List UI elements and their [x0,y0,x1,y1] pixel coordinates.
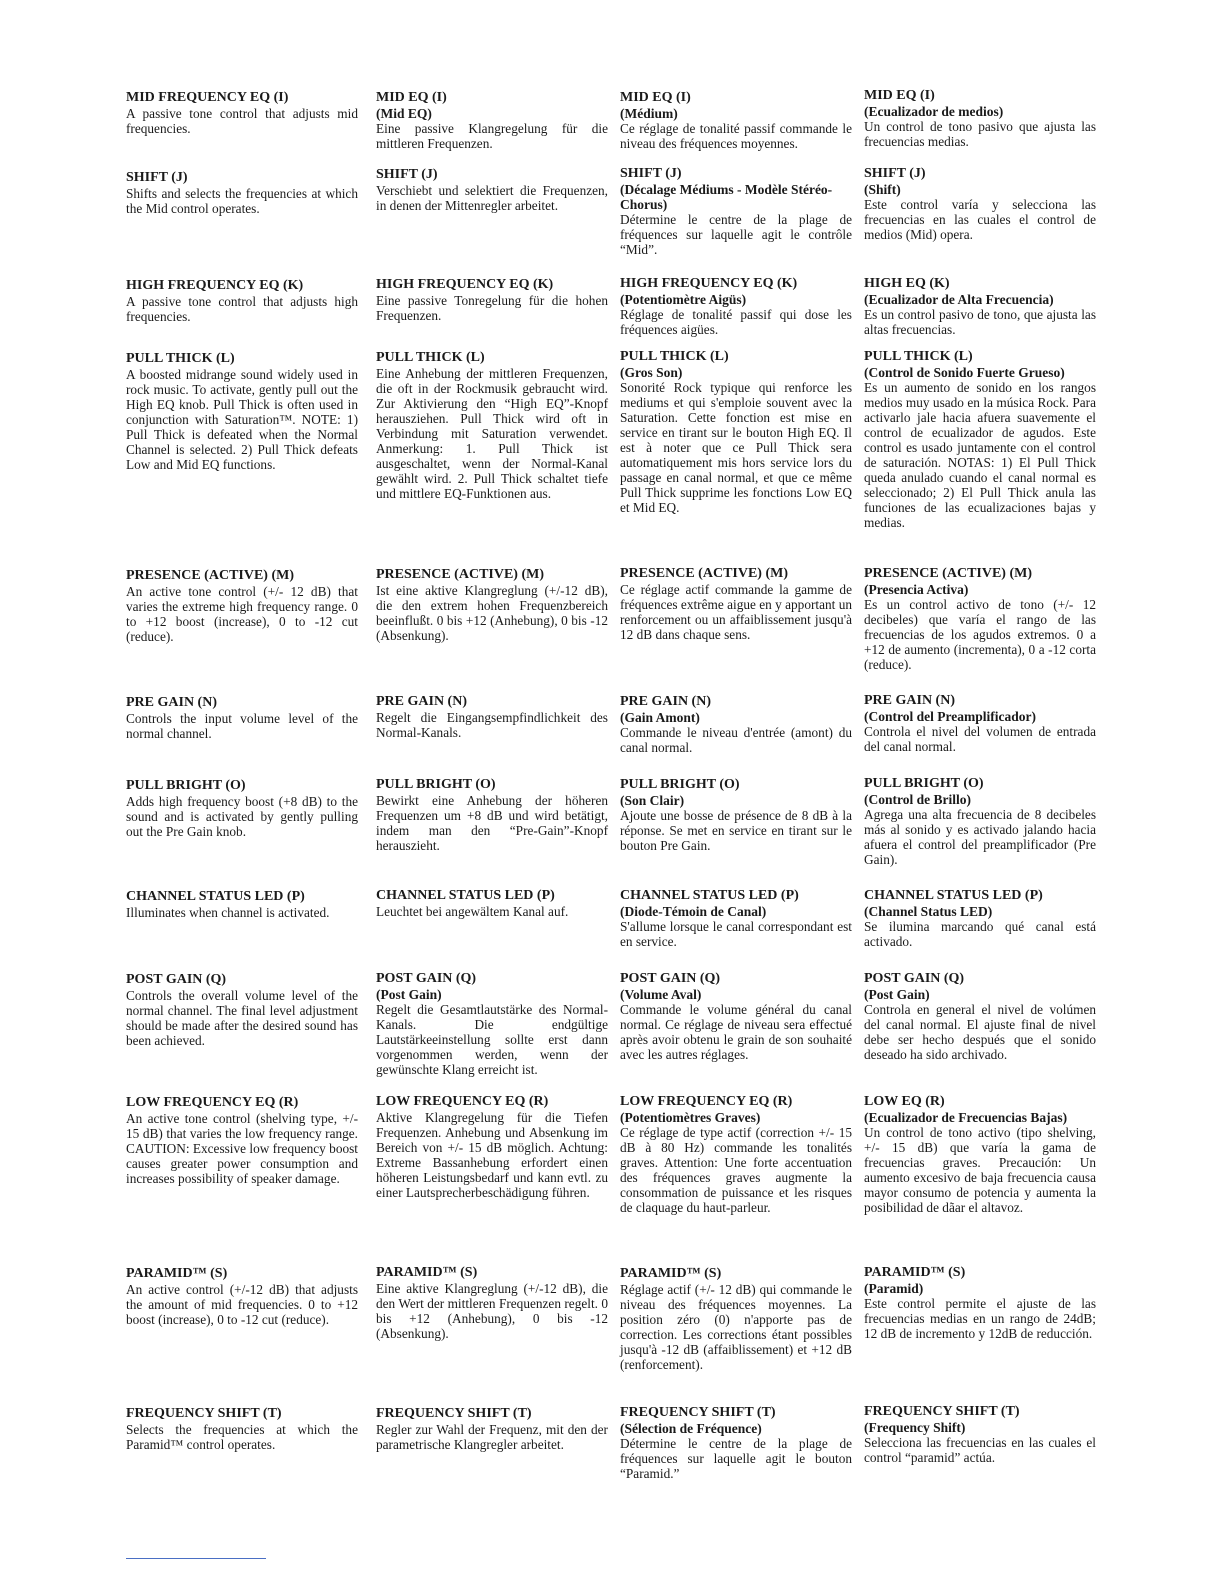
entry-heading: PARAMID™ (S) [126,1266,228,1281]
entry-body: Eine passive Klangregelung für die mittleren Frequenzen. [376,120,608,151]
entry-body: Eine Anhebung der mittleren Frequenzen, die oft in der Rockmusik gebraucht wird. Zur Aktivierung den “High EQ”-Knopf herausziehen. Pull Thick wird oft in Verbindung mit Saturation verwendet. Anmerkung: 1. Pull Thick ist ausgeschaltet, wenn der Normal-Kanal gewählt wird. 2. Pull Thick schaltet tiefe und mittlere EQ-Funktionen aus. [376,365,608,501]
entry-heading: FREQUENCY SHIFT (T) [376,1406,532,1421]
entry-heading: FREQUENCY SHIFT (T) [126,1406,282,1421]
entry-heading: PULL BRIGHT (O) [126,778,246,793]
entry-low-frequency-eq [126,1095,358,1186]
entry-pull-bright [126,778,358,839]
entry-pre-gain [864,693,1096,754]
entry-body: Se ilumina marcando qué canal está activado. [864,918,1096,949]
entry-heading: PRESENCE (ACTIVE) (M) [864,566,1032,581]
entry-body: Regler zur Wahl der Frequenz, mit den der parametrische Klangregler arbeitet. [376,1421,608,1452]
entry-subheading: (Presencia Activa) [864,581,969,597]
entry-subheading: (Channel Status LED) [864,903,993,919]
entry-post-gain [864,971,1096,1062]
entry-body: Regelt die Eingangsempfindlichkeit des Normal-Kanals. [376,709,608,740]
entry-heading: HIGH EQ (K) [864,276,950,291]
entry-body: Eine aktive Klangreglung (+/-12 dB), die den Wert der mittleren Frequenzen regelt. 0 bis +12 (Anhebung), 0 bis -12 (Absenkung). [376,1280,608,1341]
entry-pull-bright [376,777,608,853]
entry-heading: PARAMID™ (S) [864,1265,966,1280]
entry-heading: HIGH FREQUENCY EQ (K) [620,276,798,291]
entry-heading: CHANNEL STATUS LED (P) [620,888,799,903]
entry-body: Shifts and selects the frequencies at which the Mid control operates. [126,185,358,216]
entry-post-gain [620,971,852,1062]
entry-body: An active tone control (shelving type, +/- 15 dB) that varies the low frequency range. CAUTION: Excessive low frequency boost causes greater power consumption and increases possibility of speaker damage. [126,1110,358,1186]
entry-pre-gain [126,695,358,741]
entry-body: Commande le volume général du canal normal. Ce réglage de niveau sera effectué après avoir obtenu le grain de son souhaité avec les autres réglages. [620,1001,852,1062]
entry-frequency-shift [620,1405,852,1481]
entry-pull-thick [126,351,358,472]
entry-body: Agrega una alta frecuencia de 8 decibeles más al sonido y es activado jalando hacia afuera el control del preamplificador (Pre Gain). [864,806,1096,867]
entry-mid-eq [864,88,1096,149]
entry-body: Controla el nivel del volumen de entrada del canal normal. [864,723,1096,754]
entry-subheading: (Ecualizador de Frecuencias Bajas) [864,1109,1068,1125]
entry-channel-status-led [376,888,608,919]
entry-body: Selects the frequencies at which the Paramid™ control operates. [126,1421,358,1452]
entry-pull-thick [620,349,852,515]
entry-body: Ce réglage actif commande la gamme de fréquences extrême aigue en y apportant un renforcement ou un affaiblissement jusqu'à 12 dB dans chaque sens. [620,581,852,642]
entry-heading: PRESENCE (ACTIVE) (M) [620,566,788,581]
entry-body: Aktive Klangregelung für die Tiefen Frequenzen. Anhebung und Absenkung im Bereich von +/- 15 dB möglich. Achtung: Extreme Bassanhebung erfordert einen höheren Leistungsbedarf und kann evtl. zu einer Lautsprecherbeschädigung führen. [376,1109,608,1200]
entry-subheading: (Shift) [864,181,901,197]
entry-body: Réglage de tonalité passif qui dose les fréquences aigües. [620,306,852,337]
entry-subheading: (Gain Amont) [620,709,700,725]
entry-body: Selecciona las frecuencias en las cuales el control “paramid” actúa. [864,1434,1096,1465]
entry-paramid [126,1266,358,1327]
entry-subheading: (Son Clair) [620,792,685,808]
entry-heading: FREQUENCY SHIFT (T) [864,1404,1020,1419]
entry-body: Détermine le centre de la plage de fréquences sur laquelle agit le bouton “Paramid.” [620,1435,852,1481]
entry-body: An active control (+/-12 dB) that adjusts the amount of mid frequencies. 0 to +12 boost (increase), 0 to -12 cut (reduce). [126,1281,358,1327]
entry-body: Ce réglage de type actif (correction +/- 15 dB à 80 Hz) commande les tonalités graves. Attention: Une forte accentuation des fréquences graves augmente la consommation de puissance et les risques de claquage du haut-parleur. [620,1124,852,1215]
entry-heading: LOW FREQUENCY EQ (R) [620,1094,793,1109]
entry-heading: PULL BRIGHT (O) [620,777,740,792]
entry-body: Controla en general el nivel de volúmen del canal normal. El ajuste final de nivel debe ser hecho después que el sonido deseado ha sido archivado. [864,1001,1096,1062]
entry-subheading: (Control de Brillo) [864,791,971,807]
entry-heading: PARAMID™ (S) [376,1265,478,1280]
entry-heading: SHIFT (J) [864,166,926,181]
footer-rule [126,1558,266,1559]
entry-mid-eq [376,90,608,151]
entry-subheading: (Mid EQ) [376,105,432,121]
entry-body: Este control varía y selecciona las frecuencias en las cuales el control de medios (Mid) opera. [864,196,1096,242]
entry-heading: POST GAIN (Q) [126,972,227,987]
entry-heading: PULL BRIGHT (O) [864,776,984,791]
entry-presence [376,567,608,643]
entry-pull-bright [620,777,852,853]
entry-body: Controls the input volume level of the normal channel. [126,710,358,741]
entry-shift [620,166,852,257]
entry-heading: MID EQ (I) [864,88,935,103]
entry-subheading: (Diode-Témoin de Canal) [620,903,767,919]
entry-subheading: (Ecualizador de medios) [864,103,1004,119]
entry-body: S'allume lorsque le canal correspondant est en service. [620,918,852,949]
entry-body: Eine passive Tonregelung für die hohen Frequenzen. [376,292,608,323]
entry-body: Bewirkt eine Anhebung der höheren Frequenzen um +8 dB und wird betätigt, indem man den “Pre-Gain”-Knopf herauszieht. [376,792,608,853]
entry-channel-status-led [126,889,358,920]
entry-heading: LOW FREQUENCY EQ (R) [376,1094,549,1109]
entry-mid-frequency-eq [126,90,358,136]
entry-heading: CHANNEL STATUS LED (P) [376,888,555,903]
entry-channel-status-led [864,888,1096,949]
entry-low-frequency-eq [376,1094,608,1200]
entry-mid-eq [620,90,852,151]
entry-heading: HIGH FREQUENCY EQ (K) [376,277,554,292]
entry-paramid [376,1265,608,1341]
entry-subheading: (Control de Sonido Fuerte Grueso) [864,364,1065,380]
entry-body: Leuchtet bei angewältem Kanal auf. [376,903,569,919]
entry-body: Este control permite el ajuste de las frecuencias medias en un rango de 24dB; 12 dB de incremento y 12dB de reducción. [864,1295,1096,1341]
entry-body: An active tone control (+/- 12 dB) that varies the extreme high frequency range. 0 to +12 boost (increase), 0 to -12 cut (reduce). [126,583,358,644]
entry-post-gain [376,971,608,1077]
entry-frequency-shift [864,1404,1096,1465]
entry-frequency-shift [126,1406,358,1452]
entry-low-eq [864,1094,1096,1215]
entry-heading: PRESENCE (ACTIVE) (M) [126,568,294,583]
entry-heading: PULL BRIGHT (O) [376,777,496,792]
entry-heading: PULL THICK (L) [126,351,235,366]
entry-body: Ce réglage de tonalité passif commande le niveau des fréquences moyennes. [620,120,852,151]
entry-heading: PRE GAIN (N) [376,694,467,709]
entry-shift [126,170,358,216]
entry-subheading: (Médium) [620,105,678,121]
entry-pre-gain [620,694,852,755]
entry-body: Commande le niveau d'entrée (amont) du canal normal. [620,724,852,755]
entry-heading: MID FREQUENCY EQ (I) [126,90,289,105]
entry-presence [126,568,358,644]
entry-body: Controls the overall volume level of the normal channel. The final level adjustment should be made after the desired sound has been achieved. [126,987,358,1048]
entry-body: A boosted midrange sound widely used in rock music. To activate, gently pull out the High EQ knob. Pull Thick is often used in conjunction with Saturation™. NOTE: 1) Pull Thick is defeated when the Normal Channel is selected. 2) Pull Thick defeats Low and Mid EQ functions. [126,366,358,472]
entry-heading: HIGH FREQUENCY EQ (K) [126,278,304,293]
entry-heading: PRESENCE (ACTIVE) (M) [376,567,544,582]
entry-heading: POST GAIN (Q) [864,971,965,986]
entry-body: Es un aumento de sonido en los rangos medios muy usado en la música Rock. Para activarlo jale hacia afuera suavemente el control de ecualizador de agudos. Este control es usado juntamente con el control de saturación. NOTAS: 1) El Pull Thick queda anulado cuando el canal normal es seleccionado; 2) El Pull Thick anula las funciones de las ecualizaciones bajas y medias. [864,379,1096,530]
entry-presence [620,566,852,642]
entry-shift [864,166,1096,242]
entry-channel-status-led [620,888,852,949]
entry-heading: PULL THICK (L) [864,349,973,364]
entry-subheading: (Frequency Shift) [864,1419,966,1435]
entry-body: Un control de tono activo (tipo shelving, +/- 15 dB) que varía la gama de frecuencias graves. Precaución: Un aumento excesivo de baja frecuencia causa mayor consumo de potencia y aumenta la posibilidad de dãar el altavoz. [864,1124,1096,1215]
entry-heading: POST GAIN (Q) [376,971,477,986]
entry-subheading: (Volume Aval) [620,986,702,1002]
entry-heading: PRE GAIN (N) [864,693,955,708]
entry-subheading: (Potentiomètres Graves) [620,1109,761,1125]
entry-high-frequency-eq [376,277,608,323]
entry-presence [864,566,1096,672]
entry-subheading: (Ecualizador de Alta Frecuencia) [864,291,1054,307]
entry-body: A passive tone control that adjusts high frequencies. [126,293,358,324]
entry-pull-thick [376,350,608,501]
entry-heading: CHANNEL STATUS LED (P) [126,889,305,904]
entry-subheading: (Décalage Médiums - Modèle Stéréo-Chorus) [620,181,833,212]
entry-heading: PULL THICK (L) [620,349,729,364]
entry-subheading: (Post Gain) [376,986,442,1002]
entry-heading: SHIFT (J) [620,166,682,181]
entry-body: Un control de tono pasivo que ajusta las frecuencias medias. [864,118,1096,149]
entry-body: Es un control activo de tono (+/- 12 decibeles) que varía el rango de las frecuencias de los agudos extremos. 0 a +12 de aumento (incrementa), 0 a -12 corta (reduce). [864,596,1096,672]
entry-heading: POST GAIN (Q) [620,971,721,986]
entry-post-gain [126,972,358,1048]
entry-body: Adds high frequency boost (+8 dB) to the sound and is activated by gently pulling out the Pre Gain knob. [126,793,358,839]
entry-heading: PARAMID™ (S) [620,1266,722,1281]
entry-paramid [864,1265,1096,1341]
entry-heading: PULL THICK (L) [376,350,485,365]
entry-heading: MID EQ (I) [620,90,691,105]
entry-body: Sonorité Rock typique qui renforce les mediums et qui s'emploie souvent avec la Saturation. Cette fonction est mise en service en tirant sur le bouton High EQ. Il est à noter que ce Pull Thick sera automatiquement mis hors service lors du passage en canal normal, et que ce même Pull Thick supprime les fonctions Low EQ et Mid EQ. [620,379,852,515]
entry-heading: PRE GAIN (N) [126,695,217,710]
entry-subheading: (Post Gain) [864,986,930,1002]
entry-subheading: (Paramid) [864,1280,924,1296]
entry-body: A passive tone control that adjusts mid frequencies. [126,105,358,136]
entry-high-frequency-eq [620,276,852,337]
entry-subheading: (Control del Preamplificador) [864,708,1036,724]
entry-body: Illuminates when channel is activated. [126,904,330,920]
entry-heading: FREQUENCY SHIFT (T) [620,1405,776,1420]
entry-paramid [620,1266,852,1372]
entry-body: Ist eine aktive Klangreglung (+/-12 dB), die den extrem hohen Frequenzbereich beeinflußt. 0 bis +12 (Anhebung), 0 bis -12 (Absenkung). [376,582,608,643]
entry-body: Verschiebt und selektiert die Frequenzen, in denen der Mittenregler arbeitet. [376,182,608,213]
entry-frequency-shift [376,1406,608,1452]
entry-high-eq [864,276,1096,337]
entry-body: Regelt die Gesamtlautstärke des Normal-Kanals. Die endgültige Lautstärkeeinstellung sollte erst dann vorgenommen werden, wenn der gewünschte Klang erreicht ist. [376,1001,608,1077]
entry-subheading: (Gros Son) [620,364,683,380]
entry-body: Détermine le centre de la plage de fréquences sur laquelle agit le contrôle “Mid”. [620,211,852,257]
entry-pre-gain [376,694,608,740]
entry-shift [376,167,608,213]
entry-body: Es un control pasivo de tono, que ajusta las altas frecuencias. [864,306,1096,337]
entry-heading: PRE GAIN (N) [620,694,711,709]
entry-heading: SHIFT (J) [376,167,438,182]
entry-subheading: (Potentiomètre Aigüs) [620,291,747,307]
entry-high-frequency-eq [126,278,358,324]
entry-heading: LOW FREQUENCY EQ (R) [126,1095,299,1110]
entry-pull-thick [864,349,1096,530]
entry-heading: CHANNEL STATUS LED (P) [864,888,1043,903]
entry-heading: SHIFT (J) [126,170,188,185]
entry-heading: LOW EQ (R) [864,1094,945,1109]
entry-heading: MID EQ (I) [376,90,447,105]
entry-body: Ajoute une bosse de présence de 8 dB à la réponse. Se met en service en tirant sur le bouton Pre Gain. [620,807,852,853]
entry-subheading: (Sélection de Fréquence) [620,1420,762,1436]
entry-pull-bright [864,776,1096,867]
entry-low-frequency-eq [620,1094,852,1215]
entry-body: Réglage actif (+/- 12 dB) qui commande le niveau des fréquences moyennes. La position zéro (0) n'apporte pas de correction. Les corrections étant possibles jusqu'à -12 dB (affaiblissement) et +12 dB (renforcement). [620,1281,852,1372]
